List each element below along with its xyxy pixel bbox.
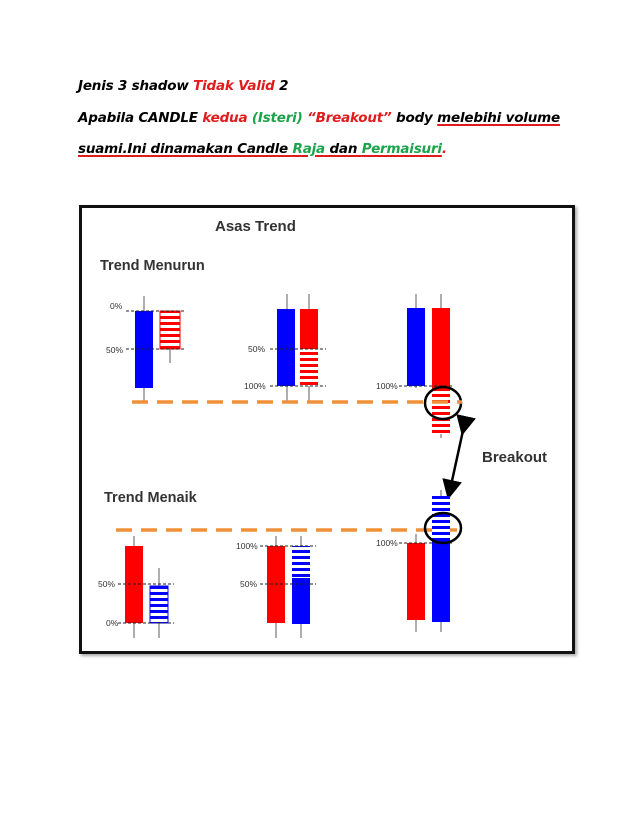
text-line-3	[78, 141, 447, 157]
up-g2-blue-candle	[292, 578, 310, 624]
text-line-2	[78, 110, 560, 126]
trend-figure	[79, 205, 575, 654]
line2-isteri: (Isteri)	[251, 110, 303, 126]
down-g2-red-striped	[300, 349, 318, 386]
up-g1-blue-striped-candle	[150, 586, 168, 623]
up-g2-blue-striped	[292, 546, 310, 582]
down-g3-red-candle	[432, 308, 450, 388]
breakout-label: Breakout	[482, 449, 548, 466]
line2-breakout: “Breakout”	[307, 110, 392, 126]
line3-raja: Raja	[292, 141, 325, 157]
line2-melebihi-volume: melebihi volume	[437, 110, 560, 126]
line1-tidak-valid: Tidak Valid	[193, 78, 275, 94]
up-g3-blue-candle	[432, 538, 450, 622]
line3-period: .	[441, 141, 447, 157]
line1-part-c: 2	[274, 78, 289, 94]
breakout-arrow-icon	[450, 426, 464, 490]
down-group-2	[244, 294, 326, 402]
up-group-3	[376, 490, 461, 632]
down-g3-blue-candle	[407, 308, 425, 386]
down-g2-red-candle	[300, 309, 318, 349]
up-g1-0pct: 0%	[106, 618, 119, 628]
down-g3-red-striped	[432, 388, 450, 434]
line2-part-a: Apabila CANDLE	[78, 110, 203, 126]
up-g3-blue-striped	[432, 496, 450, 540]
label-trend-menurun: Trend Menurun	[100, 258, 205, 274]
up-g1-50pct: 50%	[98, 579, 116, 589]
down-g2-100pct: 100%	[244, 381, 266, 391]
text-line-1	[78, 78, 288, 94]
down-g1-red-striped-candle	[160, 311, 180, 349]
down-group-1	[106, 296, 184, 402]
line1-part-a: Jenis 3 shadow	[78, 78, 194, 94]
line3-ini-dinamakan: .Ini dinamakan Candle	[122, 141, 293, 157]
down-group-3	[376, 294, 461, 438]
line2-body: body	[391, 110, 438, 126]
down-g3-100pct: 100%	[376, 381, 398, 391]
figure-title: Asas Trend	[215, 218, 296, 235]
label-trend-menaik: Trend Menaik	[104, 490, 197, 506]
up-group-1	[98, 536, 174, 638]
down-g1-50pct: 50%	[106, 345, 124, 355]
down-g2-50pct: 50%	[248, 344, 266, 354]
down-g1-0pct: 0%	[110, 301, 123, 311]
line2-kedua: kedua	[202, 110, 248, 126]
line3-permaisuri: Permaisuri	[361, 141, 442, 157]
up-g2-50pct: 50%	[240, 579, 258, 589]
line3-dan: dan	[324, 141, 362, 157]
trend-diagram	[82, 208, 572, 651]
up-group-2	[236, 536, 316, 638]
up-g2-100pct: 100%	[236, 541, 258, 551]
up-g3-red-candle	[407, 543, 425, 620]
up-g3-100pct: 100%	[376, 538, 398, 548]
line3-suami: suami	[78, 141, 123, 157]
down-g2-blue-candle	[277, 309, 295, 386]
